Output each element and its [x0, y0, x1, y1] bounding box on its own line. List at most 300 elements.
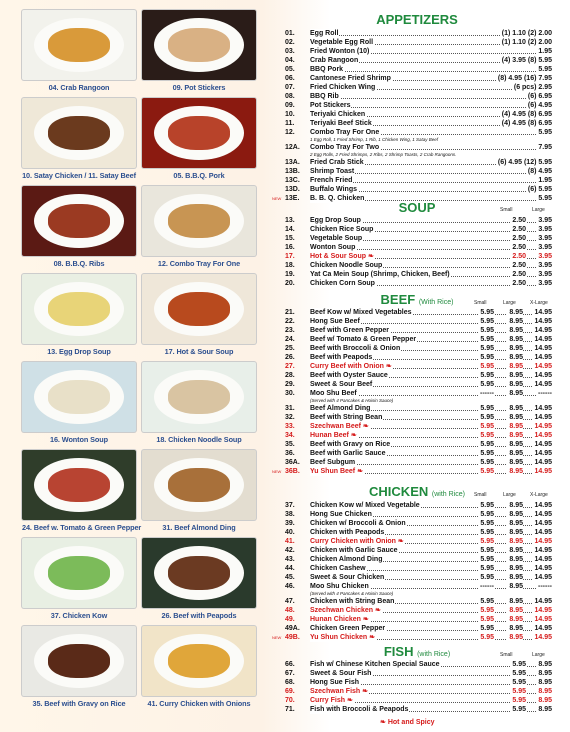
- item-name: Chicken Rice Soup: [310, 226, 374, 233]
- pepper-icon: ❧: [395, 538, 404, 545]
- item-price: 5.95: [480, 309, 494, 316]
- menu-item: [282, 519, 552, 528]
- fish-title-sub: (with Rice): [417, 651, 451, 658]
- item-price: 5.95: [512, 697, 526, 704]
- menu-item: [282, 458, 552, 467]
- item-number: 23.: [285, 327, 295, 334]
- item-price: (6) 4.95: [527, 102, 552, 109]
- item-price: ------: [538, 583, 552, 590]
- item-number: 21.: [285, 309, 295, 316]
- item-name: Sweet & Sour Chicken: [310, 574, 385, 581]
- item-price: 8.95: [509, 529, 523, 536]
- item-number: 27.: [285, 363, 295, 370]
- item-price: 14.95: [534, 565, 552, 572]
- menu-item: [282, 317, 552, 326]
- item-number: 08.: [285, 93, 295, 100]
- item-price: 8.95: [509, 318, 523, 325]
- item-price: 14.95: [534, 345, 552, 352]
- menu-item: [282, 573, 552, 582]
- menu-item: [282, 234, 552, 243]
- item-number: 71.: [285, 706, 295, 713]
- item-number: 19.: [285, 271, 295, 278]
- item-price: (4) 3.95 (8) 5.95: [501, 57, 552, 64]
- item-price: 5.95: [480, 598, 494, 605]
- item-name: Beef with Broccoli & Onion: [310, 345, 401, 352]
- chicken-title-text: CHICKEN: [369, 484, 429, 499]
- item-number: 29.: [285, 381, 295, 388]
- item-price: 5.95: [480, 432, 494, 439]
- food: [48, 468, 110, 502]
- item-name: Beef Kow w/ Mixed Vegetables: [310, 309, 412, 316]
- item-price: 5.95: [480, 556, 494, 563]
- item-number: 32.: [285, 414, 295, 421]
- item-price: 8.95: [538, 670, 552, 677]
- menu-item: [282, 335, 552, 344]
- item-price: ------: [480, 583, 494, 590]
- menu-item: [282, 216, 552, 225]
- item-price: (8) 4.95 (16) 7.95: [497, 75, 552, 82]
- food: [48, 380, 110, 414]
- photo-caption: 09. Pot Stickers: [172, 83, 226, 92]
- item-price: 5.95: [480, 511, 494, 518]
- item-number: 43.: [285, 556, 295, 563]
- item-price: 5.95: [480, 565, 494, 572]
- item-name: French Fried: [310, 177, 353, 184]
- item-price: 8.95: [509, 432, 523, 439]
- item-price: 5.95: [480, 327, 494, 334]
- item-price: 14.95: [534, 327, 552, 334]
- item-price: 14.95: [534, 468, 552, 475]
- menu-item: [282, 597, 552, 606]
- item-price: 5.95: [480, 625, 494, 632]
- item-price: 5.95: [480, 538, 494, 545]
- item-price: 3.95: [538, 280, 552, 287]
- chicken-small-header: Small: [474, 492, 487, 498]
- item-number: 37.: [285, 502, 295, 509]
- item-name: Hong Sue Fish: [310, 679, 359, 686]
- item-price: 8.95: [538, 688, 552, 695]
- item-price: 8.95: [509, 309, 523, 316]
- item-name: Yat Ca Mein Soup (Shrimp, Chicken, Beef): [310, 271, 450, 278]
- food-photo: [22, 186, 136, 256]
- photo-caption: 13. Egg Drop Soup: [47, 347, 111, 356]
- menu-item: [282, 413, 552, 422]
- item-name: Chicken with String Bean: [310, 598, 395, 605]
- menu-item: [282, 510, 552, 519]
- item-number: 06.: [285, 75, 295, 82]
- item-price: 8.95: [509, 327, 523, 334]
- food: [168, 380, 230, 414]
- item-price: 14.95: [534, 574, 552, 581]
- item-number: 38.: [285, 511, 295, 518]
- item-price: 5.95: [480, 423, 494, 430]
- menu-item: [282, 687, 552, 696]
- menu-item: [282, 660, 552, 669]
- item-price: 8.95: [509, 520, 523, 527]
- item-number: 66.: [285, 661, 295, 668]
- food-photo: [142, 450, 256, 520]
- menu-item: [282, 696, 552, 705]
- photo-caption: 10. Satay Chicken / 11. Satay Beef: [22, 171, 136, 180]
- item-price: ------: [538, 390, 552, 397]
- new-badge: NEW: [272, 469, 282, 474]
- item-price: 5.95: [480, 529, 494, 536]
- item-price: 14.95: [534, 441, 552, 448]
- menu-item: [282, 326, 552, 335]
- item-number: 13.: [285, 217, 295, 224]
- item-number: 36.: [285, 450, 295, 457]
- item-price: 8.95: [509, 583, 523, 590]
- item-number: 05.: [285, 66, 295, 73]
- item-price: 14.95: [534, 511, 552, 518]
- item-number: 25.: [285, 345, 295, 352]
- item-price: 8.95: [509, 459, 523, 466]
- photo-caption: 31. Beef Almond Ding: [162, 523, 236, 532]
- item-price: 14.95: [534, 634, 552, 641]
- leader-dots: [310, 71, 552, 72]
- pepper-icon: ❧: [345, 697, 353, 704]
- item-number: 13C.: [285, 177, 300, 184]
- item-price: 14.95: [534, 598, 552, 605]
- menu-item: [282, 528, 552, 537]
- item-name: B. B. Q. Chicken: [310, 195, 365, 202]
- new-badge: NEW: [272, 635, 282, 640]
- item-number: 12.: [285, 129, 295, 136]
- beef-title-text: BEEF: [380, 292, 416, 307]
- item-price: 3.95: [538, 235, 552, 242]
- item-name: Szechwan Chicken ❧: [310, 607, 381, 614]
- item-name: Curry Chicken with Onion ❧: [310, 538, 404, 545]
- item-price: 14.95: [534, 625, 552, 632]
- food-photo: [22, 10, 136, 80]
- item-name: Shrimp Toast: [310, 168, 355, 175]
- item-number: 70.: [285, 697, 295, 704]
- beef-xlarge-header: X-Large: [530, 300, 548, 306]
- food-photo: [22, 538, 136, 608]
- pepper-icon: ❧: [360, 423, 369, 430]
- item-name: Crab Rangoon: [310, 57, 359, 64]
- item-number: 09.: [285, 102, 295, 109]
- item-number: 49A.: [285, 625, 300, 632]
- food-photo: [142, 10, 256, 80]
- menu-item: [282, 38, 552, 47]
- note-text: (Served with 4 Pancakes & Hoisin Sauce): [310, 591, 394, 596]
- menu-item: [282, 270, 552, 279]
- item-number: 22.: [285, 318, 295, 325]
- item-price: 8.95: [509, 405, 523, 412]
- menu-item: [282, 678, 552, 687]
- menu-item: [282, 582, 552, 591]
- item-price: 8.95: [509, 511, 523, 518]
- item-price: 8.95: [509, 468, 523, 475]
- item-price: 14.95: [534, 556, 552, 563]
- item-name: Teriyaki Chicken: [310, 111, 366, 118]
- item-name: Beef with String Bean: [310, 414, 383, 421]
- item-price: 14.95: [534, 432, 552, 439]
- item-name: Chicken Corn Soup: [310, 280, 375, 287]
- item-number: 46.: [285, 583, 295, 590]
- item-price: 14.95: [534, 336, 552, 343]
- item-price: 1.95: [538, 48, 552, 55]
- menu-item: [282, 176, 552, 185]
- item-name: Chicken Kow w/ Mixed Vegetable: [310, 502, 420, 509]
- menu-item: [282, 371, 552, 380]
- item-number: 67.: [285, 670, 295, 677]
- item-number: 48.: [285, 607, 295, 614]
- item-name: Buffalo Wings: [310, 186, 357, 193]
- item-price: 5.95: [512, 661, 526, 668]
- item-name: Beef with Peapods: [310, 354, 373, 361]
- item-price: 8.95: [509, 634, 523, 641]
- item-name: Hunan Chicken ❧: [310, 616, 369, 623]
- item-price: 14.95: [534, 309, 552, 316]
- item-name: Chicken with Garlic Sauce: [310, 547, 398, 554]
- item-number: 36A.: [285, 459, 300, 466]
- item-name: Egg Drop Soup: [310, 217, 361, 224]
- food-photo: [142, 274, 256, 344]
- item-name: Beef Almond Ding: [310, 405, 371, 412]
- menu-item: [272, 467, 552, 476]
- item-number: 31.: [285, 405, 295, 412]
- item-number: 13A.: [285, 159, 300, 166]
- food: [48, 644, 110, 678]
- item-price: 3.95: [538, 271, 552, 278]
- item-price: 8.95: [509, 556, 523, 563]
- chicken-title-sub: (with Rice): [431, 491, 465, 498]
- menu-item: [282, 615, 552, 624]
- item-number: 34.: [285, 432, 295, 439]
- menu-item: [282, 279, 552, 288]
- menu-item: [282, 389, 552, 398]
- note-text: (Served with 4 Pancakes & Hoisin Sauce): [310, 398, 394, 403]
- item-price: (8) 4.95: [527, 168, 552, 175]
- item-number: 49B.: [285, 634, 300, 641]
- menu-item: [282, 362, 552, 371]
- menu-item: [282, 606, 552, 615]
- menu-item: [282, 449, 552, 458]
- item-price: 8.95: [509, 363, 523, 370]
- item-number: 16.: [285, 244, 295, 251]
- menu-item: [282, 29, 552, 38]
- item-name: Chicken with Peapods: [310, 529, 385, 536]
- item-price: 2.50: [512, 244, 526, 251]
- item-name: Hunan Beef ❧: [310, 432, 357, 439]
- photo-caption: 24. Beef w. Tomato & Green Pepper: [22, 523, 142, 532]
- item-name: Yu Shun Beef ❧: [310, 468, 363, 475]
- item-price: 2.50: [512, 217, 526, 224]
- item-price: 5.95: [480, 441, 494, 448]
- item-name: Vegetable Egg Roll: [310, 39, 374, 46]
- item-price: 14.95: [534, 354, 552, 361]
- item-name: Combo Tray For One: [310, 129, 380, 136]
- item-name: Combo Tray For Two: [310, 144, 380, 151]
- item-name: Vegetable Soup: [310, 235, 363, 242]
- item-price: 14.95: [534, 459, 552, 466]
- item-price: 3.95: [538, 262, 552, 269]
- menu-item: [282, 119, 552, 128]
- menu-item: [282, 83, 552, 92]
- soup-large-header: Large: [532, 207, 545, 213]
- item-price: 14.95: [534, 520, 552, 527]
- item-price: 14.95: [534, 414, 552, 421]
- item-price: 5.95: [480, 616, 494, 623]
- appetizers-title: APPETIZERS: [376, 12, 458, 27]
- item-name: Fried Crab Stick: [310, 159, 364, 166]
- menu-item: [272, 633, 552, 642]
- menu-item: [282, 501, 552, 510]
- menu-item: [282, 344, 552, 353]
- menu-item: [282, 669, 552, 678]
- item-name: Teriyaki Beef Stick: [310, 120, 372, 127]
- menu-item: [282, 252, 552, 261]
- item-price: 8.95: [509, 414, 523, 421]
- item-price: 8.95: [538, 697, 552, 704]
- item-price: 5.95: [480, 574, 494, 581]
- item-price: 5.95: [512, 688, 526, 695]
- item-number: 12A.: [285, 144, 300, 151]
- menu-item: [282, 261, 552, 270]
- fish-title-text: FISH: [383, 644, 414, 659]
- item-number: 30.: [285, 390, 295, 397]
- item-price: 3.95: [538, 226, 552, 233]
- item-price: 8.95: [509, 598, 523, 605]
- item-name: Sweet & Sour Fish: [310, 670, 372, 677]
- item-price: (1) 1.10 (2) 2.00: [501, 39, 552, 46]
- pepper-icon: ❧: [373, 607, 381, 614]
- beef-title-sub: (With Rice): [418, 299, 454, 306]
- menu-item: [282, 564, 552, 573]
- food-photo: [22, 274, 136, 344]
- pepper-icon: ❧: [383, 363, 392, 370]
- item-price: 14.95: [534, 318, 552, 325]
- item-price: 8.95: [509, 625, 523, 632]
- item-number: 26.: [285, 354, 295, 361]
- item-price: (4) 4.95 (8) 6.95: [501, 111, 552, 118]
- menu-item: [282, 422, 552, 431]
- item-name: BBQ Pork: [310, 66, 344, 73]
- fish-large-header: Large: [532, 652, 545, 658]
- item-number: 49.: [285, 616, 295, 623]
- item-name: Sweet & Sour Beef: [310, 381, 373, 388]
- item-price: (6) 6.95: [527, 93, 552, 100]
- menu-item: [282, 128, 552, 137]
- item-price: 8.95: [509, 547, 523, 554]
- item-price: 5.95: [480, 372, 494, 379]
- item-price: 8.95: [509, 441, 523, 448]
- item-name: Yu Shun Chicken ❧: [310, 634, 375, 641]
- item-price: 5.95: [480, 381, 494, 388]
- item-price: 5.95: [480, 405, 494, 412]
- item-price: 5.95: [538, 195, 552, 202]
- food-photo: [142, 362, 256, 432]
- menu-item: [282, 243, 552, 252]
- item-price: 8.95: [509, 538, 523, 545]
- food: [168, 556, 230, 590]
- item-price: 5.95: [480, 363, 494, 370]
- item-name: Beef with Garlic Sauce: [310, 450, 386, 457]
- food-photo: [22, 450, 136, 520]
- item-price: 8.95: [509, 565, 523, 572]
- item-price: 8.95: [509, 390, 523, 397]
- item-name: Chicken Noodle Soup: [310, 262, 383, 269]
- photo-caption: 35. Beef with Gravy on Rice: [32, 699, 126, 708]
- item-number: 03.: [285, 48, 295, 55]
- item-name: Fried Chicken Wing: [310, 84, 376, 91]
- item-number: 47.: [285, 598, 295, 605]
- photo-caption: 05. B.B.Q. Pork: [173, 171, 225, 180]
- item-price: 5.95: [480, 607, 494, 614]
- item-name: Beef w/ Tomato & Green Pepper: [310, 336, 417, 343]
- item-price: 2.50: [512, 235, 526, 242]
- item-number: 33.: [285, 423, 295, 430]
- item-price: 2.50: [512, 262, 526, 269]
- menu-item: [282, 537, 552, 546]
- menu-item: [282, 380, 552, 389]
- food: [168, 28, 230, 62]
- item-number: 13B.: [285, 168, 300, 175]
- item-price: 14.95: [534, 616, 552, 623]
- menu-item: [282, 167, 552, 176]
- item-price: 2.50: [512, 253, 526, 260]
- item-price: 8.95: [509, 450, 523, 457]
- menu-item: [282, 47, 552, 56]
- beef-large-header: Large: [503, 300, 516, 306]
- menu-item: [282, 225, 552, 234]
- item-price: 5.95: [480, 354, 494, 361]
- pepper-icon: ❧: [360, 688, 368, 695]
- menu-item: [282, 431, 552, 440]
- item-price: 5.95: [480, 520, 494, 527]
- photo-caption: 18. Chicken Noodle Soup: [156, 435, 242, 444]
- item-price: 2.50: [512, 271, 526, 278]
- item-name: Hong Sue Beef: [310, 318, 360, 325]
- photo-caption: 08. B.B.Q. Ribs: [53, 259, 105, 268]
- item-number: 28.: [285, 372, 295, 379]
- item-price: 8.95: [509, 616, 523, 623]
- item-price: 14.95: [534, 363, 552, 370]
- item-price: 5.95: [480, 336, 494, 343]
- item-price: ------: [480, 390, 494, 397]
- food: [48, 28, 110, 62]
- menu-item: [282, 92, 552, 101]
- menu-item: [282, 56, 552, 65]
- item-name: Chicken w/ Broccoli & Onion: [310, 520, 406, 527]
- item-price: 3.95: [538, 253, 552, 260]
- food: [168, 116, 230, 150]
- menu-item: [282, 624, 552, 633]
- food-photo: [142, 98, 256, 168]
- item-price: 14.95: [534, 450, 552, 457]
- food-photo: [142, 538, 256, 608]
- item-number: 20.: [285, 280, 295, 287]
- food: [48, 292, 110, 326]
- item-name: Chicken Green Pepper: [310, 625, 386, 632]
- menu-item: [282, 158, 552, 167]
- item-name: Fish w/ Chinese Kitchen Special Sauce: [310, 661, 440, 668]
- photo-caption: 12. Combo Tray For One: [157, 259, 241, 268]
- new-badge: NEW: [272, 196, 282, 201]
- item-number: 17.: [285, 253, 295, 260]
- item-number: 13D.: [285, 186, 300, 193]
- menu-item: [282, 555, 552, 564]
- item-number: 36B.: [285, 468, 300, 475]
- beef-small-header: Small: [474, 300, 487, 306]
- food-photo: [142, 626, 256, 696]
- item-name: BBQ Rib: [310, 93, 339, 100]
- item-price: 5.95: [512, 670, 526, 677]
- pepper-icon: ❧: [366, 253, 374, 260]
- item-name: Chicken Almond Ding: [310, 556, 383, 563]
